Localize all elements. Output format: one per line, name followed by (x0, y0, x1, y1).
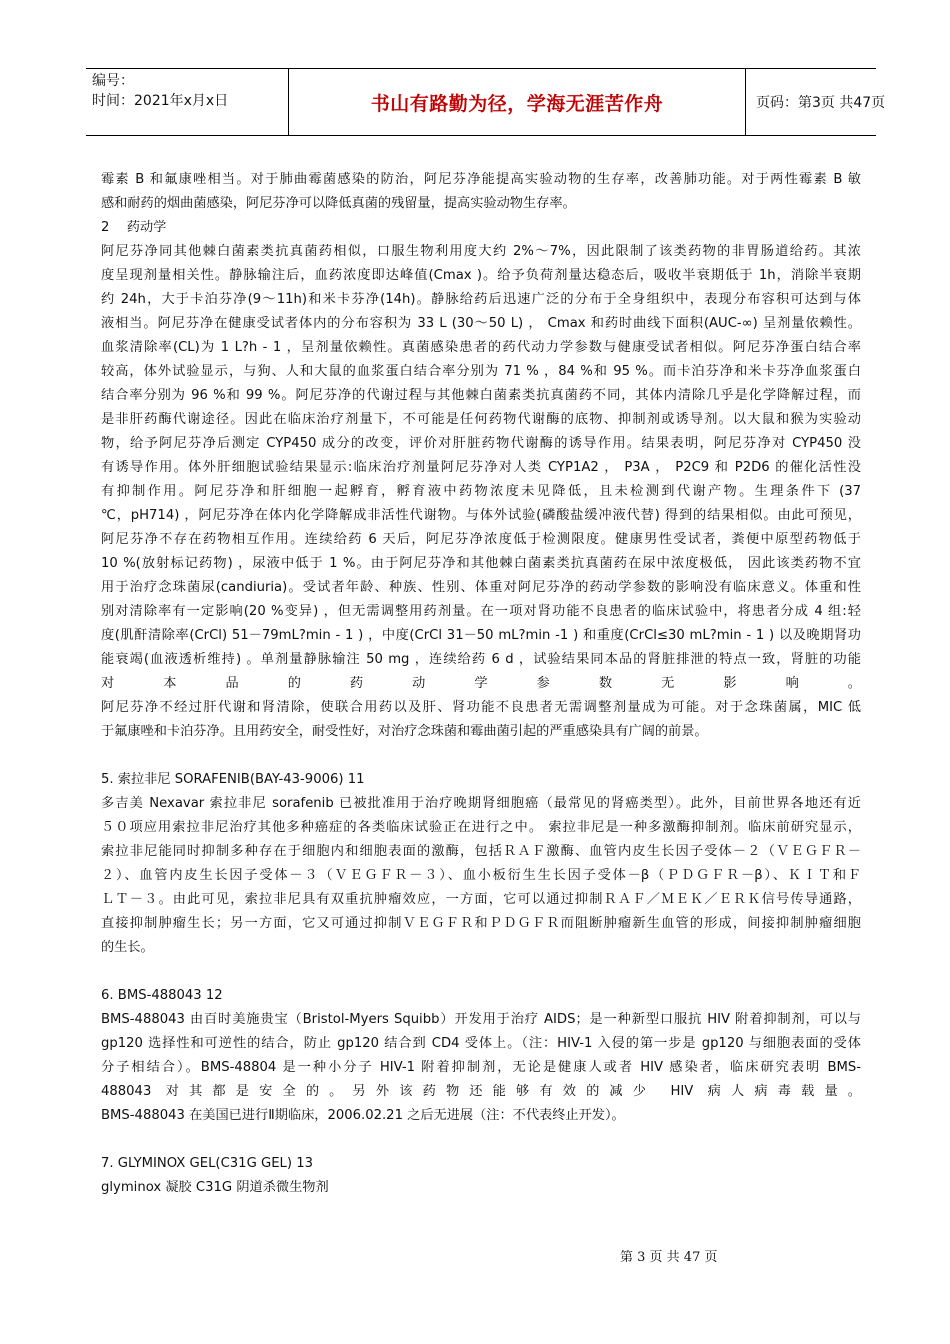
section-heading: 7. GLYMINOX GEL(C31G GEL) 13 (101, 1156, 313, 1171)
header-page-cell (746, 69, 886, 135)
text-line: gp120 选择性和可逆性的结合，防止 gp120 结合到 CD4 受体上。（注：HIV-1 入侵的第一步是 gp120 与细胞表面的受体 (101, 1036, 861, 1051)
text-line: 阿尼芬净不存在药物相互作用。连续给药 6 天后，阿尼芬净浓度低于检测限度。健康男性受试者，粪便中原型药物低于 (101, 532, 861, 547)
text-line: 别对清除率有一定影响(20 %变异) ，但无需调整用药剂量。在一项对肾功能不良患者的临床试验中，将患者分成 4 组:轻 (101, 604, 861, 619)
text-line: 结合率分别为 96 %和 99 %。阿尼芬净的代谢过程与其他棘白菌素类抗真菌药不同，其体内清除几乎是化学降解过程，而 (101, 388, 861, 403)
text-line: 阿尼芬净同其他棘白菌素类抗真菌药相似，口服生物利用度大约 2%～7%，因此限制了该类药物的非胃肠道给药。其浓 (101, 244, 861, 259)
document-body (101, 168, 861, 1200)
text-line: 10 %(放射标记药物) ，尿液中低于 1 %。由于阿尼芬净和其他棘白菌素类抗真菌药在尿中浓度极低， 因此该类药物不宜 (101, 556, 861, 571)
paragraph-gap (101, 744, 861, 768)
text-line: 物，给予阿尼芬净后测定 CYP450 成分的改变，评价对肝脏药物代谢酶的诱导作用。结果表明，阿尼芬净对 CYP450 没 (101, 436, 861, 451)
text-line: 感和耐药的烟曲菌感染，阿尼芬净可以降低真菌的残留量，提高实验动物生存率。 (101, 196, 576, 211)
text-line: ２）、血管内皮生长因子受体－３（ＶＥＧＦＲ－３）、血小板衍生生长因子受体－β（ＰＤＧＦＲ－β）、ＫＩＴ和Ｆ (101, 868, 861, 883)
header-page-label: 页码：第3页 共47页 (756, 95, 886, 111)
paragraph-gap (101, 1128, 861, 1152)
text-line: 有诱导作用。体外肝细胞试验结果显示:临床治疗剂量阿尼芬净对人类 CYP1A2 ， P3A ， P2C9 和 P2D6 的催化活性没 (101, 460, 861, 475)
text-line: 血浆清除率(CL)为 1 L?h - 1 ，呈剂量依赖性。真菌感染患者的药代动力学参数与健康受试者相似。阿尼芬净蛋白结合率 (101, 340, 861, 355)
text-line: 488043 对其都是安全的。另外该药物还能够有效的减少 HIV 病人病毒载量。 (101, 1084, 861, 1099)
header-date-label: 时间：2021年x月x日 (92, 93, 229, 109)
header-motto: 书山有路勤为径，学海无涯苦作舟 (370, 92, 664, 115)
text-line: 度(肌酐清除率(CrCl) 51－79mL?min - 1 ) ，中度(CrCl 31－50 mL?min -1 ) 和重度(CrCl≤30 mL?min - 1 ) 以及晚期肾功 (101, 628, 861, 643)
text-line: 霉素 B 和氟康唑相当。对于肺曲霉菌感染的防治，阿尼芬净能提高实验动物的生存率，改善肺功能。对于两性霉素 B 敏 (101, 172, 861, 187)
page-header (86, 68, 886, 136)
text-line: 用于治疗念珠菌尿(candiuria)。受试者年龄、种族、性别、体重对阿尼芬净的药动学参数的影响没有临床意义。体重和性 (101, 580, 861, 595)
text-line: 的生长。 (101, 940, 154, 955)
text-line: ５０项应用索拉非尼治疗其他多种癌症的各类临床试验正在进行之中。 索拉非尼是一种多激酶抑制剂。临床前研究显示， (101, 820, 861, 835)
header-code-label: 编号： (92, 73, 134, 89)
text-line: ＬＴ－３。由此可见，索拉非尼具有双重抗肿瘤效应，一方面，它可以通过抑制ＲＡＦ／ＭＥＫ／ＥＲＫ信号传导通路， (101, 892, 861, 907)
section-heading: 5. 索拉非尼 SORAFENIB(BAY-43-9006) 11 (101, 772, 365, 787)
text-line: 分子相结合）。BMS-48804 是一种小分子 HIV-1 附着抑制剂，无论是健康人或者 HIV 感染者，临床研究表明 BMS- (101, 1060, 861, 1075)
text-line: 对本品的药动学参数无影响。 (101, 676, 861, 691)
text-line: glyminox 凝胶 C31G 阴道杀微生物剂 (101, 1180, 329, 1195)
text-line: BMS-488043 由百时美施贵宝（Bristol-Myers Squibb）开发用于治疗 AIDS；是一种新型口服抗 HIV 附着抑制剂，可以与 (101, 1012, 861, 1027)
text-line: 有抑制作用。阿尼芬净和肝细胞一起孵育，孵育液中药物浓度未见降低，且未检测到代谢产物。生理条件下 (37 (101, 484, 861, 499)
text-line: 能衰竭(血液透析维持) 。单剂量静脉输注 50 mg ，连续给药 6 d ，试验结果同本品的肾脏排泄的特点一致，肾脏的功能 (101, 652, 861, 667)
text-line: 约 24h，大于卡泊芬净(9～11h)和米卡芬净(14h)。静脉给药后迅速广泛的分布于全身组织中，表现分布容积可达到与体 (101, 292, 861, 307)
text-line: 直接抑制肿瘤生长；另一方面，它又可通过抑制ＶＥＧＦＲ和ＰＤＧＦＲ而阻断肿瘤新生血管的形成，间接抑制肿瘤细胞 (101, 916, 861, 931)
header-motto-cell (288, 69, 746, 135)
text-line: BMS-488043 在美国已进行Ⅱ期临床，2006.02.21 之后无进展（注：不代表终止开发）。 (101, 1108, 625, 1123)
text-line: 阿尼芬净不经过肝代谢和肾清除，使联合用药以及肝、肾功能不良患者无需调整剂量成为可能。对于念珠菌属，MIC 低 (101, 700, 861, 715)
header-left-cell (86, 69, 288, 135)
text-line: 液相当。阿尼芬净在健康受试者体内的分布容积为 33 L (30～50 L) ， Cmax 和药时曲线下面积(AUC-∞) 呈剂量依赖性。 (101, 316, 861, 331)
page-footer: 第 3 页 共 47 页 (620, 1250, 718, 1265)
section-heading: 6. BMS-488043 12 (101, 988, 223, 1003)
text-line: 较高，体外试验显示，与狗、人和大鼠的血浆蛋白结合率分别为 71 % ，84 %和 95 %。而卡泊芬净和米卡芬净血浆蛋白 (101, 364, 861, 379)
text-line: 度呈现剂量相关性。静脉输注后，血药浓度即达峰值(Cmax )。给予负荷剂量达稳态后，吸收半衰期低于 1h，消除半衰期 (101, 268, 861, 283)
text-line: 于氟康唑和卡泊芬净。且用药安全，耐受性好，对治疗念珠菌和霉曲菌引起的严重感染具有广阔的前景。 (101, 724, 708, 739)
section-heading: 2 药动学 (101, 220, 167, 235)
text-line: 多吉美 Nexavar 索拉非尼 sorafenib 已被批准用于治疗晚期肾细胞癌（最常见的肾癌类型）。此外，目前世界各地还有近 (101, 796, 861, 811)
paragraph-gap (101, 960, 861, 984)
text-line: 是非肝药酶代谢途径。因此在临床治疗剂量下，不可能是任何药物代谢酶的底物、抑制剂或诱导剂。以大鼠和猴为实验动 (101, 412, 861, 427)
text-line: ℃，pH714) ，阿尼芬净在体内化学降解成非活性代谢物。与体外试验(磷酸盐缓冲液代替) 得到的结果相似。由此可预见， (101, 508, 861, 523)
text-line: 索拉非尼能同时抑制多种存在于细胞内和细胞表面的激酶，包括ＲＡＦ激酶、血管内皮生长因子受体－２（ＶＥＧＦＲ－ (101, 844, 861, 859)
